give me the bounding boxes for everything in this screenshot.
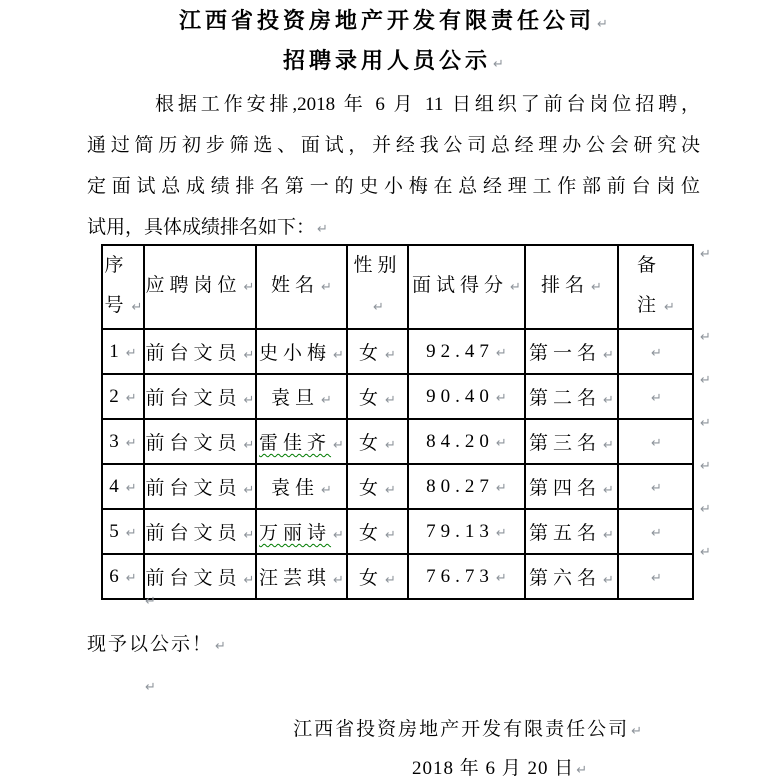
row-end-mark-icon: ↵ (700, 459, 711, 474)
paragraph-line: 根据工作安排,2018 年 6 月 11 日组织了前台岗位招聘， (155, 94, 700, 115)
paragraph-mark-icon: ↵ (215, 639, 226, 654)
paragraph-mark-icon: ↵ (603, 528, 614, 543)
cell-gender (347, 554, 408, 599)
header-text: 序号 (104, 255, 129, 316)
row-end-mark-icon: ↵ (700, 545, 711, 560)
paragraph-mark-icon: ↵ (597, 17, 608, 32)
paragraph-mark-icon: ↵ (603, 393, 614, 408)
cell-score (408, 509, 525, 554)
body-paragraph (87, 84, 700, 248)
paragraph-mark-icon: ↵ (333, 348, 344, 363)
paragraph-mark-icon: ↵ (243, 528, 255, 543)
cell-name (256, 419, 347, 464)
paragraph-line: 通过简历初步筛选、面试，并经我公司总经理办公会研究决 (87, 135, 700, 156)
paragraph-mark-icon: ↵ (125, 390, 137, 406)
paragraph-mark-icon: ↵ (317, 222, 328, 237)
paragraph-mark-icon: ↵ (373, 300, 384, 315)
paragraph-line: 定面试总成绩排名第一的史小梅在总经理工作部前台岗位 (87, 176, 700, 197)
cell-position (144, 509, 256, 554)
cell-note (618, 509, 693, 554)
cell-gender (347, 464, 408, 509)
cell-text: 第六名 (529, 568, 602, 589)
cell-position (144, 419, 256, 464)
cell-score (408, 329, 525, 374)
table-row (102, 554, 693, 599)
cell-text: 3 (109, 430, 124, 452)
cell-score (408, 419, 525, 464)
table-header-row (102, 245, 693, 329)
cell-text: 4 (109, 475, 124, 497)
cell-rank (525, 509, 618, 554)
cell-position (144, 554, 256, 599)
paragraph-mark-icon: ↵ (125, 480, 137, 496)
paragraph-mark-icon: ↵ (651, 390, 662, 406)
header-text: 备注 (637, 255, 662, 316)
closing-line (87, 629, 226, 656)
paragraph-mark-icon: ↵ (651, 435, 662, 451)
paragraph-mark-icon: ↵ (651, 525, 662, 541)
paragraph-mark-icon: ↵ (385, 528, 396, 543)
paragraph-mark-icon: ↵ (243, 393, 255, 408)
paragraph-mark-icon: ↵ (495, 345, 507, 361)
paragraph-mark-icon: ↵ (510, 280, 521, 295)
paragraph-mark-icon: ↵ (243, 483, 255, 498)
cell-text-spellchecked: 雷佳齐 (259, 433, 332, 454)
cell-no (102, 464, 144, 509)
header-cell-score (408, 245, 525, 329)
cell-gender (347, 329, 408, 374)
cell-score (408, 464, 525, 509)
cell-text: 女 (359, 568, 384, 589)
cell-text: 前台文员 (145, 568, 242, 589)
cell-no (102, 554, 144, 599)
cell-text: 80.27 (426, 475, 494, 497)
paragraph-mark-icon: ↵ (603, 573, 614, 588)
paragraph-mark-icon: ↵ (591, 280, 602, 295)
paragraph-mark-icon: ↵ (495, 435, 507, 451)
cell-no (102, 329, 144, 374)
date-text: 2018 年 6 月 20 日 (412, 758, 575, 776)
paragraph-mark-icon: ↵ (243, 280, 255, 295)
cell-text: 2 (109, 385, 124, 407)
cell-text: 第四名 (529, 478, 602, 499)
paragraph-mark-icon: ↵ (495, 570, 507, 586)
cell-note (618, 464, 693, 509)
paragraph-mark-icon: ↵ (385, 438, 396, 453)
header-text: 面试得分 (412, 275, 509, 296)
paragraph-mark-icon: ↵ (243, 438, 255, 453)
header-text: 性别 (353, 255, 402, 276)
cell-name (256, 509, 347, 554)
header-cell-gender (347, 245, 408, 329)
paragraph-mark-icon: ↵ (243, 573, 255, 588)
cell-rank (525, 374, 618, 419)
document-title-line1 (87, 4, 700, 35)
row-end-mark-icon: ↵ (700, 502, 711, 517)
header-cell-position (144, 245, 256, 329)
cell-text: 第二名 (529, 388, 602, 409)
row-end-mark-icon: ↵ (700, 330, 711, 345)
cell-text: 6 (109, 565, 124, 587)
title-text: 江西省投资房地产开发有限责任公司 (179, 8, 596, 33)
paragraph-mark-icon: ↵ (385, 573, 396, 588)
table-row (102, 419, 693, 464)
cell-text: 前台文员 (145, 523, 242, 544)
header-text: 排名 (541, 275, 590, 296)
cell-text: 79.13 (426, 520, 494, 542)
header-cell-no (102, 245, 144, 329)
cell-gender (347, 374, 408, 419)
subtitle-text: 招聘录用人员公示 (283, 48, 492, 73)
paragraph-mark-icon: ↵ (385, 348, 396, 363)
paragraph-mark-icon: ↵ (664, 300, 675, 315)
cell-text-spellchecked: 万丽诗 (259, 523, 332, 544)
paragraph-mark-icon: ↵ (321, 280, 332, 295)
table-row (102, 374, 693, 419)
paragraph-line-text: 试用，具体成绩排名如下： (87, 217, 316, 238)
header-text: 姓名 (271, 275, 320, 296)
paragraph-mark-icon: ↵ (651, 480, 662, 496)
paragraph-mark-icon: ↵ (333, 528, 344, 543)
paragraph-mark-icon: ↵ (125, 525, 137, 541)
header-cell-rank (525, 245, 618, 329)
cell-gender (347, 419, 408, 464)
signature-line (87, 714, 700, 741)
paragraph-mark-icon: ↵ (125, 345, 137, 361)
cell-score (408, 554, 525, 599)
cell-text: 92.47 (426, 340, 494, 362)
cell-no (102, 419, 144, 464)
score-table (101, 244, 694, 600)
cell-text: 1 (109, 340, 124, 362)
paragraph-mark-icon: ↵ (321, 483, 332, 498)
paragraph-mark-icon: ↵ (333, 573, 344, 588)
header-text: 应聘岗位 (145, 275, 242, 296)
paragraph-mark-icon: ↵ (495, 390, 507, 406)
paragraph-mark-icon: ↵ (603, 438, 614, 453)
paragraph-mark-icon: ↵ (495, 480, 507, 496)
row-end-mark-icon: ↵ (700, 247, 711, 262)
cell-text: 第五名 (529, 523, 602, 544)
cell-text: 女 (359, 343, 384, 364)
paragraph-mark-icon: ↵ (651, 570, 662, 586)
paragraph-mark-icon: ↵ (576, 763, 588, 776)
cell-text: 汪芸琪 (259, 568, 332, 589)
table-row (102, 329, 693, 374)
row-end-mark-icon: ↵ (700, 373, 711, 388)
header-cell-note (618, 245, 693, 329)
cell-text: 第一名 (529, 343, 602, 364)
cell-name (256, 464, 347, 509)
cell-text: 5 (109, 520, 124, 542)
paragraph-mark-icon: ↵ (243, 348, 255, 363)
paragraph-mark-icon: ↵ (603, 348, 614, 363)
paragraph-line (87, 207, 700, 248)
cell-name (256, 554, 347, 599)
cell-name (256, 329, 347, 374)
cell-position (144, 374, 256, 419)
paragraph-mark-icon: ↵ (125, 435, 137, 451)
empty-paragraph-mark-icon: ↵ (145, 594, 156, 609)
row-end-mark-icon: ↵ (700, 416, 711, 431)
cell-name (256, 374, 347, 419)
closing-text: 现予以公示！ (87, 634, 214, 655)
cell-no (102, 509, 144, 554)
paragraph-mark-icon: ↵ (125, 570, 137, 586)
cell-text: 前台文员 (145, 343, 242, 364)
paragraph-mark-icon: ↵ (321, 393, 332, 408)
cell-text: 第三名 (529, 433, 602, 454)
paragraph-mark-icon: ↵ (495, 525, 507, 541)
cell-text: 前台文员 (145, 388, 242, 409)
cell-no (102, 374, 144, 419)
cell-text: 女 (359, 388, 384, 409)
paragraph-mark-icon: ↵ (385, 483, 396, 498)
cell-note (618, 419, 693, 464)
cell-text: 袁佳 (271, 478, 320, 499)
table-row (102, 464, 693, 509)
paragraph-mark-icon: ↵ (333, 438, 344, 453)
cell-note (618, 329, 693, 374)
cell-rank (525, 554, 618, 599)
document-title-line2 (87, 44, 700, 75)
paragraph-mark-icon: ↵ (651, 345, 662, 361)
cell-text: 前台文员 (145, 433, 242, 454)
cell-text: 女 (359, 478, 384, 499)
cell-rank (525, 419, 618, 464)
cell-score (408, 374, 525, 419)
cell-note (618, 554, 693, 599)
table-row (102, 509, 693, 554)
cell-text: 史小梅 (259, 343, 332, 364)
cell-rank (525, 329, 618, 374)
cell-text: 女 (359, 433, 384, 454)
paragraph-mark-icon: ↵ (493, 57, 504, 72)
paragraph-mark-icon: ↵ (131, 300, 143, 315)
paragraph-mark-icon: ↵ (603, 483, 614, 498)
cell-text: 前台文员 (145, 478, 242, 499)
cell-text: 袁旦 (271, 388, 320, 409)
cell-position (144, 329, 256, 374)
paragraph-mark-icon: ↵ (385, 393, 396, 408)
cell-position (144, 464, 256, 509)
cell-text: 女 (359, 523, 384, 544)
date-line (412, 753, 587, 776)
paragraph-mark-icon: ↵ (631, 724, 642, 739)
empty-paragraph-mark-icon: ↵ (145, 680, 156, 695)
cell-text: 90.40 (426, 385, 494, 407)
cell-text: 76.73 (426, 565, 494, 587)
signature-text: 江西省投资房地产开发有限责任公司 (293, 719, 630, 740)
header-cell-name (256, 245, 347, 329)
cell-gender (347, 509, 408, 554)
cell-rank (525, 464, 618, 509)
cell-text: 84.20 (426, 430, 494, 452)
cell-note (618, 374, 693, 419)
